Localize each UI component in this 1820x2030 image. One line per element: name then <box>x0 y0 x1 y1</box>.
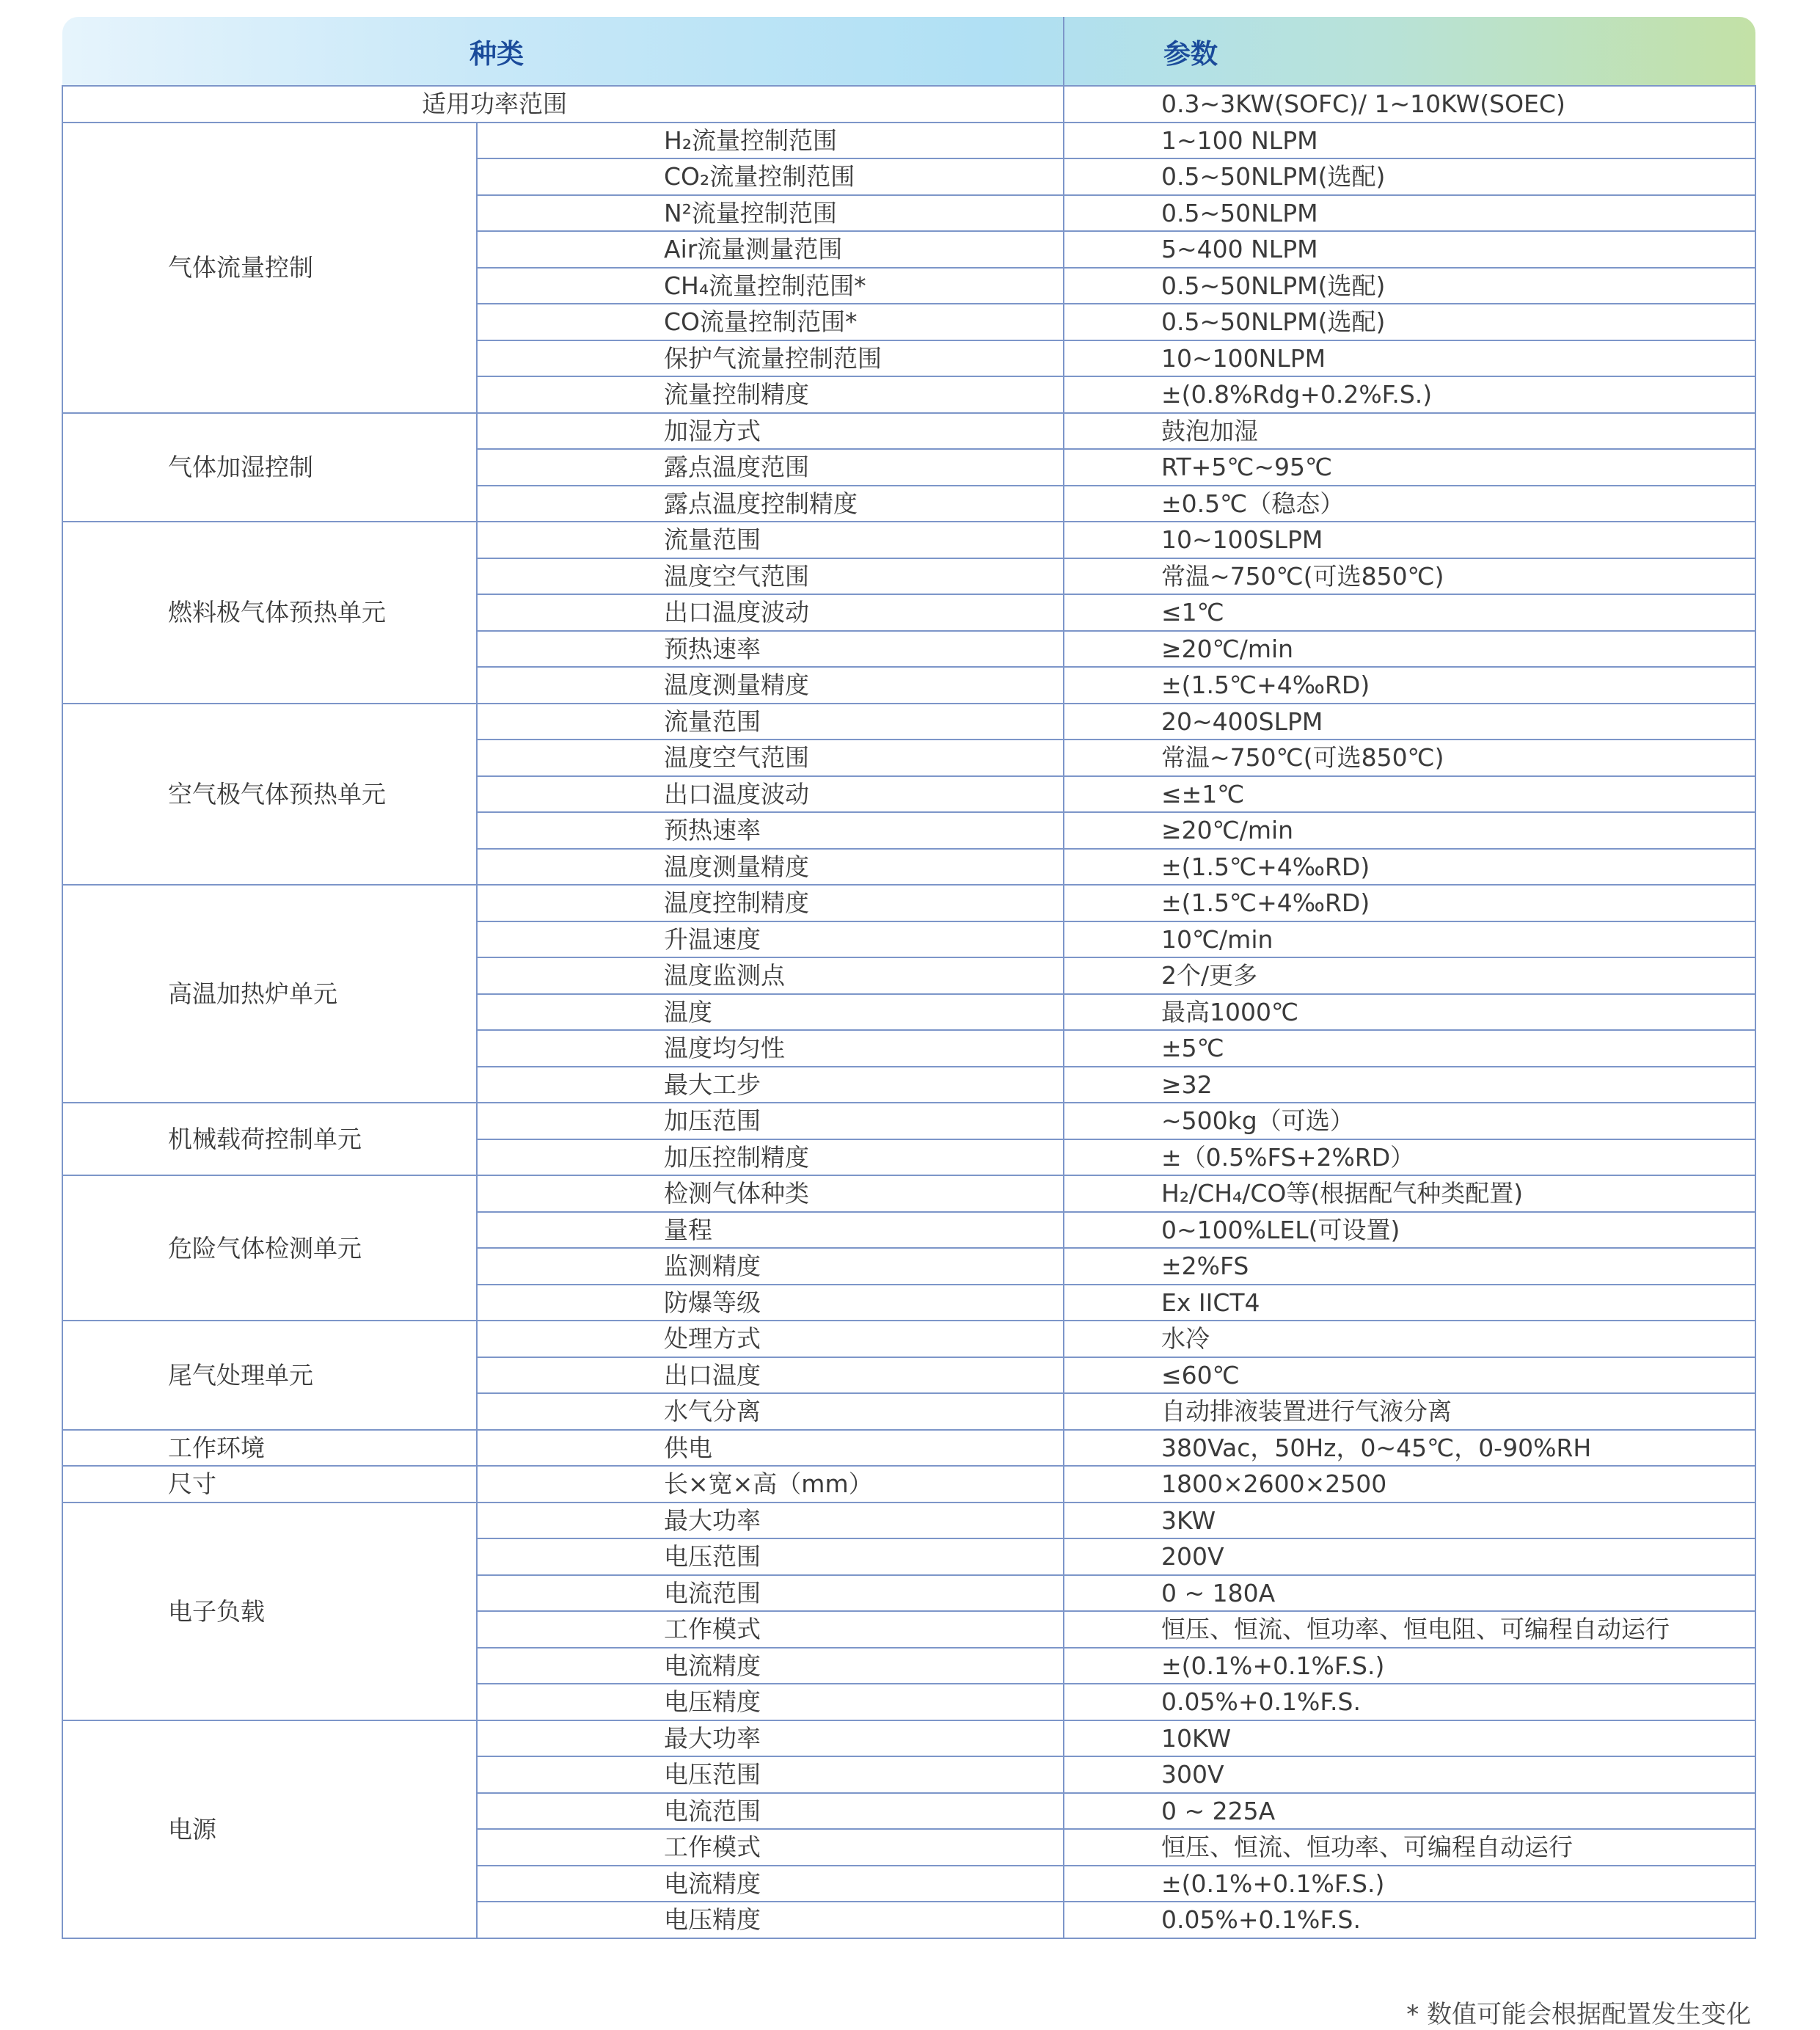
item-cell: 保护气流量控制范围 <box>477 340 1064 377</box>
value-cell: ≥20℃/min <box>1064 812 1755 849</box>
value-cell: 1~100 NLPM <box>1064 123 1755 159</box>
value-cell: 10℃/min <box>1064 921 1755 958</box>
table-row <box>62 1466 1755 1503</box>
table-header <box>62 17 1755 86</box>
value-cell: 最高1000℃ <box>1064 994 1755 1031</box>
value-cell: 380Vac，50Hz，0~45℃，0-90%RH <box>1064 1430 1755 1467</box>
item-cell: 加压控制精度 <box>477 1139 1064 1176</box>
value-cell: ±(1.5℃+4‰RD) <box>1064 885 1755 921</box>
item-cell: CH₄流量控制范围* <box>477 268 1064 304</box>
item-cell: 流量范围 <box>477 522 1064 558</box>
item-cell: 温度空气范围 <box>477 740 1064 776</box>
table-row <box>62 522 1755 558</box>
category-cell: 工作环境 <box>62 1430 477 1467</box>
value-cell: ±（0.5%FS+2%RD） <box>1064 1139 1755 1176</box>
category-cell: 气体加湿控制 <box>62 413 477 522</box>
value-cell: 0 ~ 225A <box>1064 1793 1755 1830</box>
value-cell: 常温~750℃(可选850℃) <box>1064 740 1755 776</box>
table-row <box>62 1175 1755 1212</box>
item-cell: 温度控制精度 <box>477 885 1064 921</box>
value-cell: ±(0.8%Rdg+0.2%F.S.) <box>1064 376 1755 413</box>
value-cell: ±5℃ <box>1064 1030 1755 1067</box>
item-cell: CO流量控制范围* <box>477 304 1064 340</box>
value-cell: 200V <box>1064 1538 1755 1575</box>
table-row <box>62 1321 1755 1357</box>
value-cell: 恒压、恒流、恒功率、可编程自动运行 <box>1064 1829 1755 1866</box>
value-cell: 0.5~50NLPM(选配) <box>1064 304 1755 340</box>
value-cell: 水冷 <box>1064 1321 1755 1357</box>
category-cell: 电源 <box>62 1720 477 1938</box>
value-cell: 20~400SLPM <box>1064 704 1755 740</box>
value-cell: ≥32 <box>1064 1067 1755 1103</box>
item-cell: 露点温度控制精度 <box>477 486 1064 522</box>
item-cell: 温度空气范围 <box>477 558 1064 595</box>
category-cell: 危险气体检测单元 <box>62 1175 477 1321</box>
value-cell: ≤60℃ <box>1064 1357 1755 1394</box>
item-cell: 流量范围 <box>477 704 1064 740</box>
value-cell: 0.5~50NLPM(选配) <box>1064 268 1755 304</box>
category-cell: 燃料极气体预热单元 <box>62 522 477 704</box>
item-cell: 出口温度波动 <box>477 776 1064 813</box>
category-cell: 尺寸 <box>62 1466 477 1503</box>
item-cell: 量程 <box>477 1212 1064 1249</box>
table-row <box>62 704 1755 740</box>
value-cell: 3KW <box>1064 1503 1755 1539</box>
item-cell: 监测精度 <box>477 1248 1064 1285</box>
power-range-row <box>62 86 1755 123</box>
power-range-label: 适用功率范围 <box>62 86 1064 123</box>
value-cell: Ex IICT4 <box>1064 1285 1755 1321</box>
value-cell: 0.5~50NLPM <box>1064 195 1755 232</box>
value-cell: 10~100NLPM <box>1064 340 1755 377</box>
value-cell: 鼓泡加湿 <box>1064 413 1755 450</box>
item-cell: 长×宽×高（mm） <box>477 1466 1064 1503</box>
value-cell: 10KW <box>1064 1720 1755 1757</box>
table-row <box>62 885 1755 921</box>
value-cell: ±0.5℃（稳态） <box>1064 486 1755 522</box>
footnote: * 数值可能会根据配置发生变化 <box>1406 2000 1751 2029</box>
value-cell: ~500kg（可选） <box>1064 1103 1755 1139</box>
value-cell: 自动排液装置进行气液分离 <box>1064 1393 1755 1430</box>
item-cell: 流量控制精度 <box>477 376 1064 413</box>
category-cell: 尾气处理单元 <box>62 1321 477 1430</box>
value-cell: 0.5~50NLPM(选配) <box>1064 158 1755 195</box>
category-cell: 空气极气体预热单元 <box>62 704 477 886</box>
value-cell: 恒压、恒流、恒功率、恒电阻、可编程自动运行 <box>1064 1611 1755 1648</box>
item-cell: 电压精度 <box>477 1902 1064 1938</box>
item-cell: CO₂流量控制范围 <box>477 158 1064 195</box>
table-row <box>62 1720 1755 1757</box>
value-cell: 10~100SLPM <box>1064 522 1755 558</box>
item-cell: 最大功率 <box>477 1503 1064 1539</box>
value-cell: ≤1℃ <box>1064 594 1755 631</box>
item-cell: 电流精度 <box>477 1866 1064 1902</box>
item-cell: 温度测量精度 <box>477 849 1064 886</box>
item-cell: N²流量控制范围 <box>477 195 1064 232</box>
header-parameter: 参数 <box>1064 17 1755 86</box>
item-cell: 温度监测点 <box>477 957 1064 994</box>
item-cell: 加压范围 <box>477 1103 1064 1139</box>
value-cell: 0.05%+0.1%F.S. <box>1064 1902 1755 1938</box>
power-range-value: 0.3~3KW(SOFC)/ 1~10KW(SOEC) <box>1064 86 1755 123</box>
value-cell: 300V <box>1064 1756 1755 1793</box>
category-cell: 机械载荷控制单元 <box>62 1103 477 1175</box>
value-cell: 0.05%+0.1%F.S. <box>1064 1684 1755 1720</box>
category-cell: 气体流量控制 <box>62 123 477 413</box>
item-cell: 出口温度 <box>477 1357 1064 1394</box>
item-cell: 防爆等级 <box>477 1285 1064 1321</box>
item-cell: 电流精度 <box>477 1648 1064 1684</box>
table-row <box>62 123 1755 159</box>
item-cell: 露点温度范围 <box>477 449 1064 486</box>
item-cell: 温度均匀性 <box>477 1030 1064 1067</box>
table-row <box>62 413 1755 450</box>
value-cell: ≤±1℃ <box>1064 776 1755 813</box>
item-cell: 预热速率 <box>477 812 1064 849</box>
value-cell: ±(0.1%+0.1%F.S.) <box>1064 1648 1755 1684</box>
item-cell: 升温速度 <box>477 921 1064 958</box>
item-cell: 供电 <box>477 1430 1064 1467</box>
value-cell: 1800×2600×2500 <box>1064 1466 1755 1503</box>
value-cell: 常温~750℃(可选850℃) <box>1064 558 1755 595</box>
item-cell: 工作模式 <box>477 1829 1064 1866</box>
value-cell: ±(1.5℃+4‰RD) <box>1064 849 1755 886</box>
table-row <box>62 1103 1755 1139</box>
table-body <box>62 86 1755 1938</box>
item-cell: 电压精度 <box>477 1684 1064 1720</box>
item-cell: 电流范围 <box>477 1575 1064 1612</box>
header-category: 种类 <box>62 17 1064 86</box>
item-cell: 预热速率 <box>477 631 1064 668</box>
value-cell: ≥20℃/min <box>1064 631 1755 668</box>
item-cell: 温度测量精度 <box>477 667 1064 704</box>
value-cell: ±(1.5℃+4‰RD) <box>1064 667 1755 704</box>
category-cell: 高温加热炉单元 <box>62 885 477 1103</box>
item-cell: 温度 <box>477 994 1064 1031</box>
item-cell: 工作模式 <box>477 1611 1064 1648</box>
category-cell: 电子负载 <box>62 1503 477 1720</box>
item-cell: 最大功率 <box>477 1720 1064 1757</box>
item-cell: 最大工步 <box>477 1067 1064 1103</box>
table-row <box>62 1430 1755 1467</box>
value-cell: 2个/更多 <box>1064 957 1755 994</box>
item-cell: 检测气体种类 <box>477 1175 1064 1212</box>
item-cell: 加湿方式 <box>477 413 1064 450</box>
item-cell: H₂流量控制范围 <box>477 123 1064 159</box>
item-cell: 处理方式 <box>477 1321 1064 1357</box>
value-cell: ±(0.1%+0.1%F.S.) <box>1064 1866 1755 1902</box>
spec-table <box>62 17 1756 1939</box>
value-cell: H₂/CH₄/CO等(根据配气种类配置) <box>1064 1175 1755 1212</box>
item-cell: Air流量测量范围 <box>477 231 1064 268</box>
item-cell: 电压范围 <box>477 1538 1064 1575</box>
item-cell: 电压范围 <box>477 1756 1064 1793</box>
value-cell: RT+5℃~95℃ <box>1064 449 1755 486</box>
value-cell: 5~400 NLPM <box>1064 231 1755 268</box>
header-row <box>62 17 1755 86</box>
value-cell: 0 ~ 180A <box>1064 1575 1755 1612</box>
table-row <box>62 1503 1755 1539</box>
value-cell: ±2%FS <box>1064 1248 1755 1285</box>
value-cell: 0~100%LEL(可设置) <box>1064 1212 1755 1249</box>
item-cell: 出口温度波动 <box>477 594 1064 631</box>
item-cell: 水气分离 <box>477 1393 1064 1430</box>
item-cell: 电流范围 <box>477 1793 1064 1830</box>
